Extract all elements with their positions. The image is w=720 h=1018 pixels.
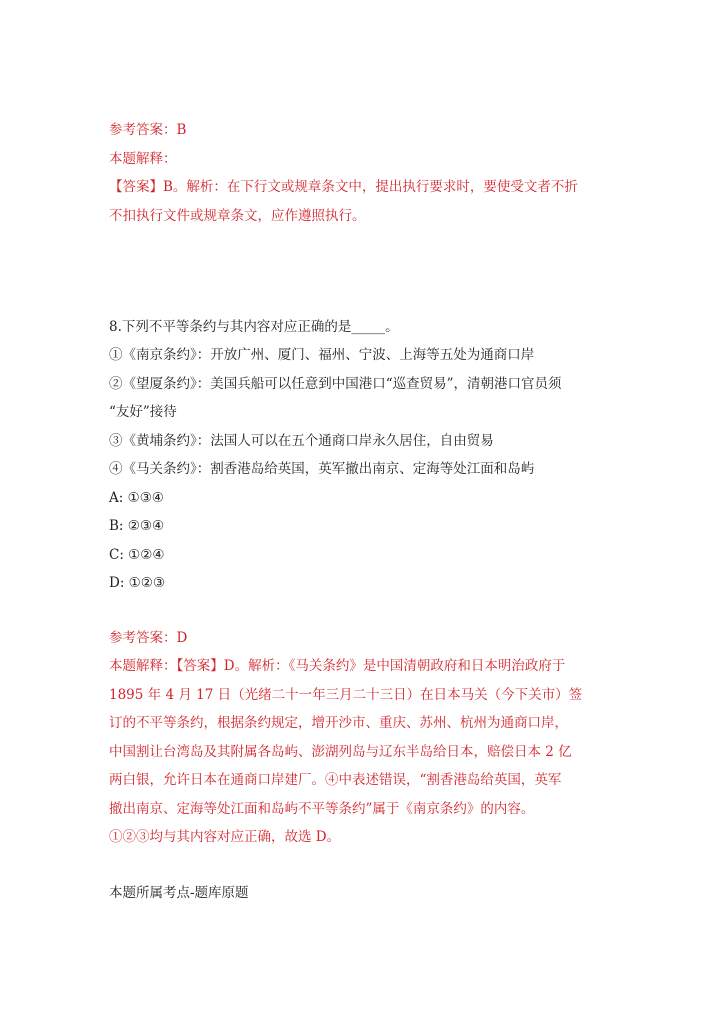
q8-statement: ②《望厦条约》：美国兵船可以任意到中国港口“巡查贸易”，清朝港口官员须	[109, 376, 562, 392]
q7-answer-line: 参考答案：B	[109, 122, 187, 138]
q8-statement: ③《黄埔条约》：法国人可以在五个通商口岸永久居住，自由贸易	[109, 433, 494, 449]
q8-explanation-line: 中国割让台湾岛及其附属各岛屿、澎湖列岛与辽东半岛给日本，赔偿日本 2 亿	[109, 744, 572, 760]
q8-statement: ④《马关条约》：割香港岛给英国，英军撤出南京、定海等处江面和岛屿	[109, 461, 535, 477]
q8-stem: 8.下列不平等条约与其内容对应正确的是_____。	[109, 319, 399, 335]
q7-explanation-line: 不扣执行文件或规章条文，应作遵照执行。	[109, 208, 366, 224]
q8-answer-line: 参考答案：D	[109, 630, 188, 646]
q8-explanation-line: 订的不平等条约，根据条约规定，增开沙市、重庆、苏州、杭州为通商口岸，	[109, 715, 568, 731]
q8-statement: ①《南京条约》：开放广州、厦门、福州、宁波、上海等五处为通商口岸	[109, 347, 535, 363]
q8-explanation-line: 撤出南京、定海等处江面和岛屿不平等条约”属于《南京条约》的内容。	[109, 801, 535, 817]
q8-explanation-line: 两白银，允许日本在通商口岸建厂。④中表述错误，“割香港岛给英国，英军	[109, 772, 562, 788]
topic-note: 本题所属考点-题库原题	[109, 885, 249, 901]
q8-explanation-line: ①②③均与其内容对应正确，故选 D。	[109, 829, 341, 845]
q8-option-a: A: ①③④	[109, 490, 164, 506]
q8-option-c: C: ①②④	[109, 547, 165, 563]
q8-statement: “友好”接待	[109, 404, 177, 420]
q7-explanation-heading: 本题解释：	[109, 151, 177, 167]
q7-explanation-line: 【答案】B。解析：在下行文或规章条文中，提出执行要求时，要使受文者不折	[109, 179, 578, 195]
q8-option-b: B: ②③④	[109, 518, 165, 534]
q8-explanation-line: 本题解释：【答案】D。解析：《马关条约》是中国清朝政府和日本明治政府于	[109, 658, 566, 674]
q8-option-d: D: ①②③	[109, 575, 165, 591]
q8-explanation-line: 1895 年 4 月 17 日（光绪二十一年三月二十三日）在日本马关（今下关市）签	[109, 687, 583, 703]
